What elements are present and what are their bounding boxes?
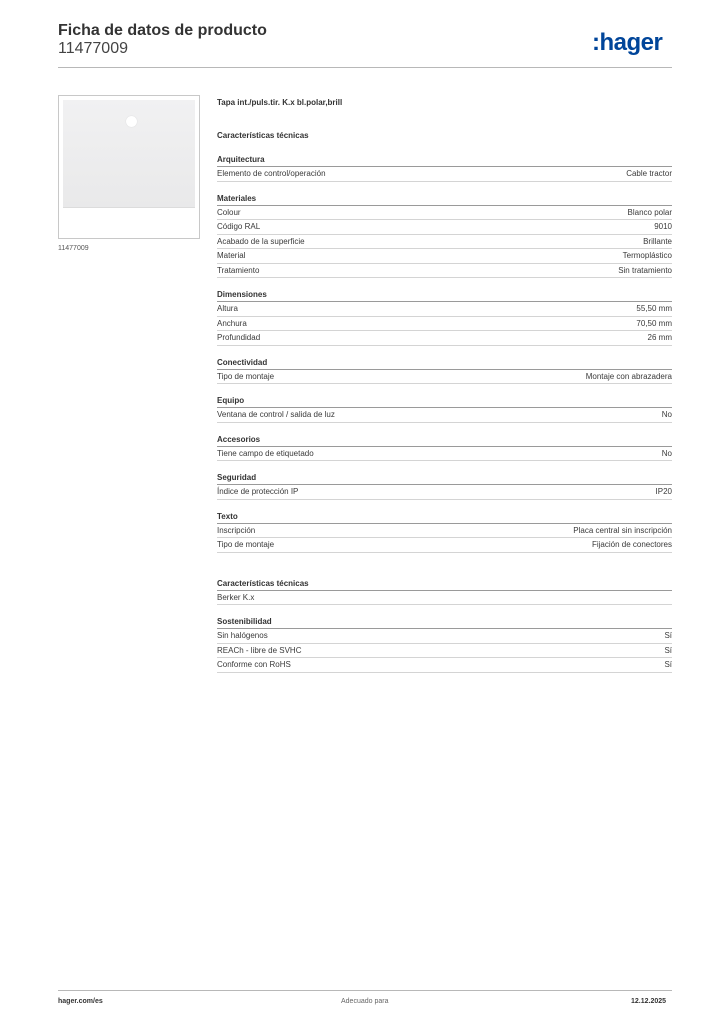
section-title: Equipo <box>217 394 672 408</box>
spec-label: Índice de protección IP <box>217 487 299 497</box>
section-title: Características técnicas <box>217 577 672 591</box>
spec-row <box>217 167 672 182</box>
spec-section <box>217 356 672 385</box>
spec-row <box>217 629 672 644</box>
spec-row <box>217 591 672 606</box>
spec-label: Inscripción <box>217 525 256 535</box>
spec-label: Acabado de la superficie <box>217 236 305 246</box>
spec-value: 55,50 mm <box>636 304 672 314</box>
spec-row <box>217 408 672 423</box>
spec-row <box>217 220 672 235</box>
spec-row <box>217 249 672 264</box>
spec-label: Colour <box>217 207 241 217</box>
spec-label: Altura <box>217 304 238 314</box>
spec-value: Placa central sin inscripción <box>573 525 672 535</box>
spec-section <box>217 510 672 553</box>
spec-sections <box>217 153 672 673</box>
spec-section <box>217 615 672 673</box>
spec-value: Termoplástico <box>622 251 672 261</box>
section-title: Conectividad <box>217 356 672 370</box>
section-title: Dimensiones <box>217 288 672 302</box>
spec-row <box>217 206 672 221</box>
spec-section <box>217 153 672 182</box>
spec-value: Sí <box>664 660 672 670</box>
spec-value: 26 mm <box>647 333 672 343</box>
spec-label: Tipo de montaje <box>217 371 275 381</box>
spec-value: Cable tractor <box>626 169 672 179</box>
spec-value: No <box>661 410 672 420</box>
spec-label: Código RAL <box>217 222 261 232</box>
header-divider <box>58 67 672 68</box>
section-title: Accesorios <box>217 433 672 447</box>
spec-label: Tiene campo de etiquetado <box>217 448 314 458</box>
section-title: Sostenibilidad <box>217 615 672 629</box>
spec-label: Anchura <box>217 318 247 328</box>
spec-row <box>217 658 672 673</box>
spec-row <box>217 264 672 279</box>
spec-row <box>217 302 672 317</box>
spec-row <box>217 538 672 553</box>
page-title: Ficha de datos de producto <box>58 22 267 39</box>
spec-row <box>217 317 672 332</box>
spec-row <box>217 485 672 500</box>
spec-value: 70,50 mm <box>636 318 672 328</box>
spec-row <box>217 370 672 385</box>
spec-section <box>217 433 672 462</box>
spec-label: Conforme con RoHS <box>217 660 291 670</box>
hager-logo-text: :hager <box>592 29 663 56</box>
image-caption: 11477009 <box>58 245 89 252</box>
spec-section <box>217 577 672 606</box>
spec-value: Sin tratamiento <box>618 265 672 275</box>
hager-logo <box>592 27 674 57</box>
spec-content <box>217 98 672 673</box>
spec-value: Fijación de conectores <box>591 540 672 550</box>
section-title: Texto <box>217 510 672 524</box>
footer-website[interactable]: hager.com/es <box>58 998 103 1005</box>
spec-label: Sin halógenos <box>217 631 268 641</box>
section-title: Seguridad <box>217 471 672 485</box>
product-name: Tapa int./puls.tir. K.x bl.polar,brill <box>217 98 343 107</box>
footer-date: 12.12.2025 <box>631 998 667 1005</box>
technical-heading: Características técnicas <box>217 131 309 140</box>
spec-row <box>217 644 672 659</box>
spec-value: 9010 <box>654 222 672 232</box>
spec-label: REACh - libre de SVHC <box>217 645 302 655</box>
spec-label: Berker K.x <box>217 592 255 602</box>
section-title: Materiales <box>217 192 672 206</box>
spec-value: Sí <box>664 631 672 641</box>
spec-value: Montaje con abrazadera <box>585 371 672 381</box>
footer-suitable-for: Adecuado para <box>341 998 389 1005</box>
spec-value: IP20 <box>655 487 672 497</box>
spec-label: Tratamiento <box>217 265 260 275</box>
spec-section <box>217 288 672 346</box>
spec-section <box>217 394 672 423</box>
spec-label: Material <box>217 251 246 261</box>
spec-row <box>217 524 672 539</box>
spec-row <box>217 331 672 346</box>
spec-label: Profundidad <box>217 333 261 343</box>
spec-value: Blanco polar <box>627 207 672 217</box>
product-code: 11477009 <box>58 40 128 57</box>
spec-section <box>217 471 672 500</box>
spec-value: Brillante <box>643 236 672 246</box>
spec-row <box>217 447 672 462</box>
footer-divider <box>58 990 672 991</box>
section-title: Arquitectura <box>217 153 672 167</box>
spec-label: Elemento de control/operación <box>217 169 326 179</box>
spec-value: Sí <box>664 645 672 655</box>
pull-cord-hole <box>126 116 137 127</box>
spec-value: No <box>661 448 672 458</box>
spec-label: Ventana de control / salida de luz <box>217 410 335 420</box>
spec-label: Tipo de montaje <box>217 540 275 550</box>
cover-plate-picture <box>63 100 195 208</box>
product-image <box>58 95 200 239</box>
spec-section <box>217 192 672 279</box>
spec-row <box>217 235 672 250</box>
